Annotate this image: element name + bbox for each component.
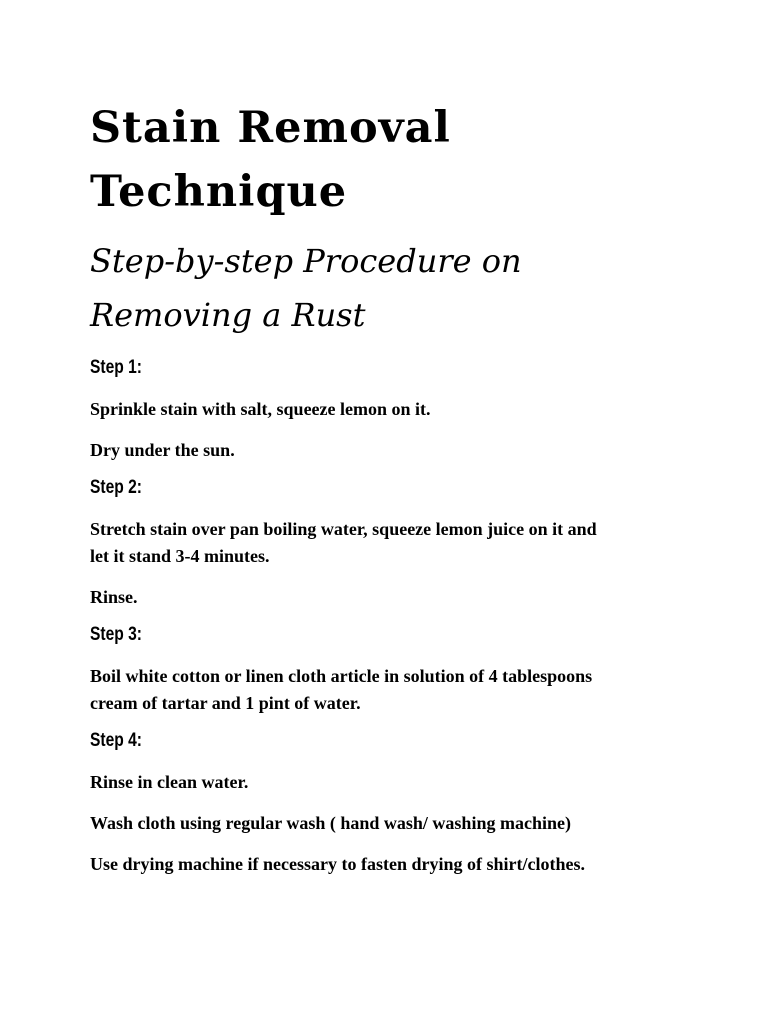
step-heading: Step 2: xyxy=(90,477,142,498)
document-title xyxy=(90,96,690,224)
step-text: Rinse. xyxy=(90,587,138,607)
step-heading: Step 1: xyxy=(90,357,142,378)
document-page xyxy=(90,96,690,878)
step-text: let it stand 3-4 minutes. xyxy=(90,546,270,566)
subtitle-line-2: Removing a Rust xyxy=(90,296,366,334)
step-section xyxy=(90,729,690,878)
step-heading: Step 3: xyxy=(90,624,142,645)
step-text: Sprinkle stain with salt, squeeze lemon on it. xyxy=(90,399,431,419)
step-text: Wash cloth using regular wash ( hand wash/ washing machine) xyxy=(90,813,571,833)
title-line-1: Stain Removal xyxy=(90,103,451,153)
step-text: Use drying machine if necessary to fasten drying of shirt/clothes. xyxy=(90,854,585,874)
document-subtitle xyxy=(90,234,690,342)
subtitle-line-1: Step-by-step Procedure on xyxy=(90,242,522,280)
step-section xyxy=(90,356,690,464)
step-text: Dry under the sun. xyxy=(90,440,235,460)
step-text: Boil white cotton or linen cloth article in solution of 4 tablespoons xyxy=(90,666,593,686)
step-text: cream of tartar and 1 pint of water. xyxy=(90,693,361,713)
step-section xyxy=(90,623,690,717)
step-text: Stretch stain over pan boiling water, squeeze lemon juice on it and xyxy=(90,519,597,539)
step-text: Rinse in clean water. xyxy=(90,772,249,792)
step-heading: Step 4: xyxy=(90,730,142,751)
title-line-2: Technique xyxy=(90,167,348,217)
step-section xyxy=(90,476,690,611)
